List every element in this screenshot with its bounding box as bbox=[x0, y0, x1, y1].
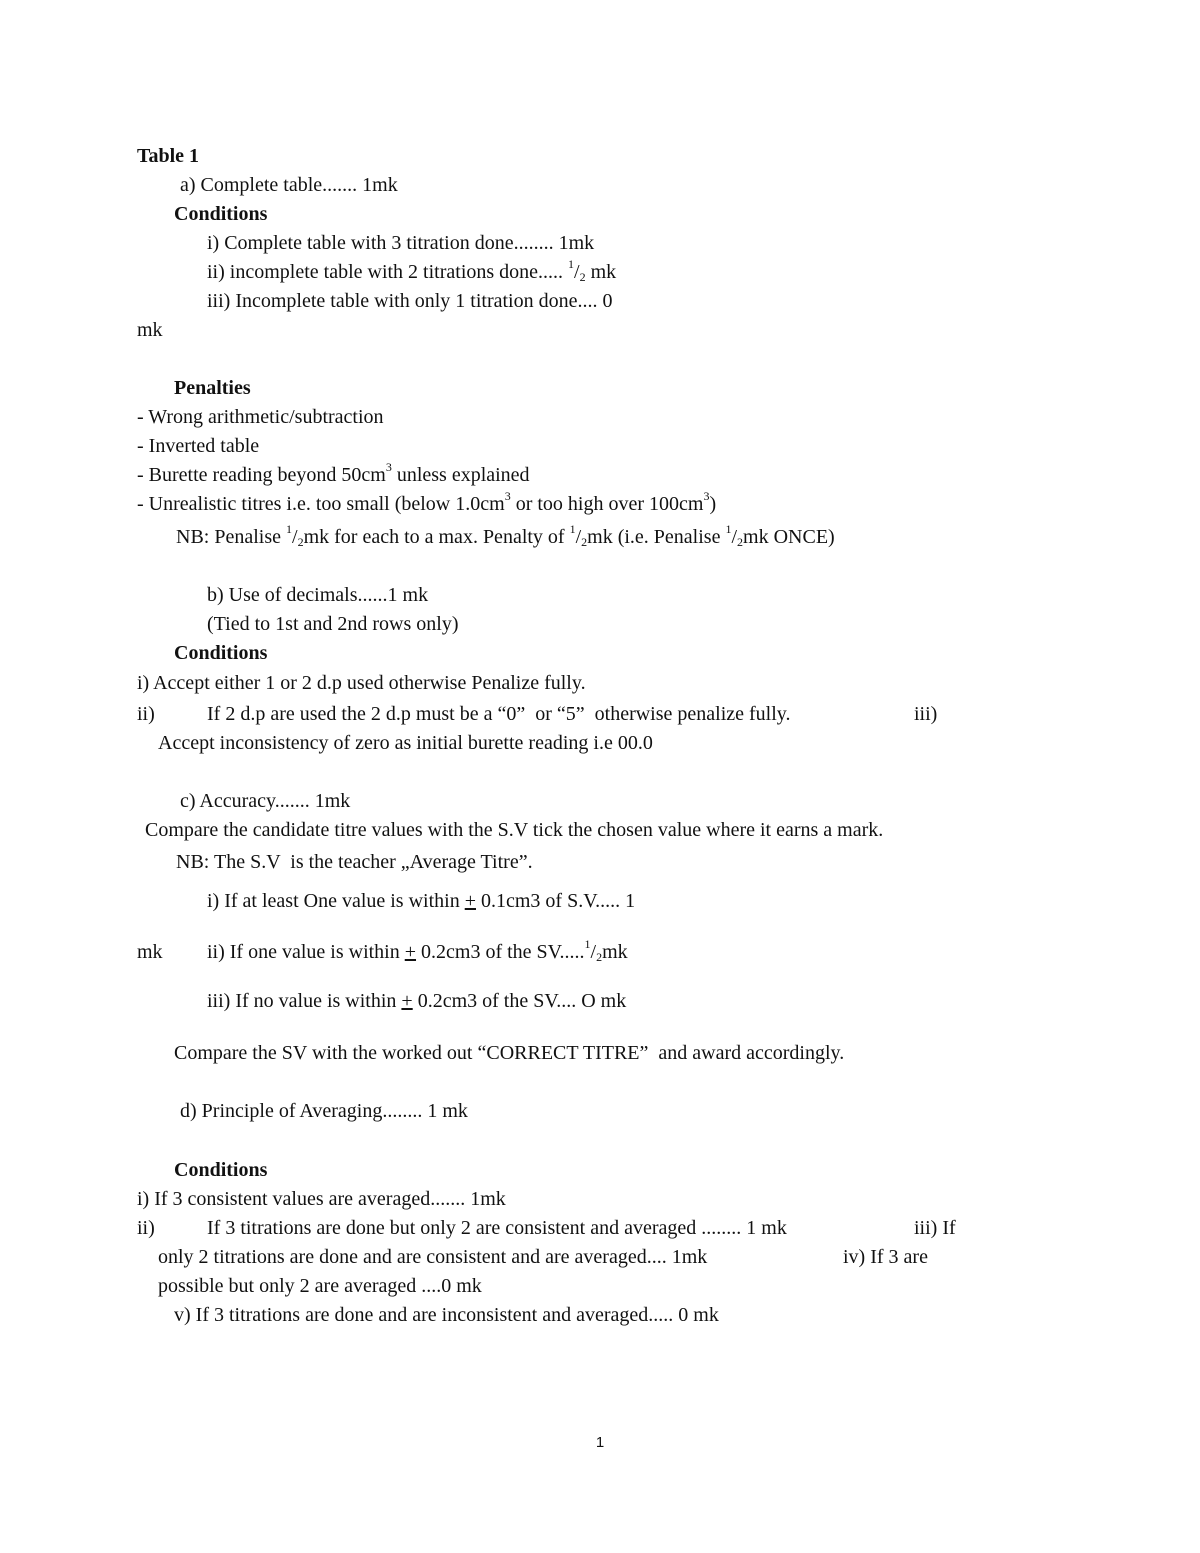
penalty-item: - Burette reading beyond $50cm^3$ unless explained bbox=[137, 460, 530, 486]
penalty-item: - Inverted table bbox=[137, 435, 260, 457]
condition-a-iii: iii) Incomplete table with only 1 titration done.... 0 bbox=[207, 290, 613, 312]
condition-d-ii: If 3 titrations are done but only 2 are consistent and averaged ........ 1 mk bbox=[207, 1217, 787, 1239]
section-c-compare: Compare the candidate titre values with the S.V tick the chosen value where it earns a mark. bbox=[145, 819, 884, 841]
condition-c-i: i) If at least One value is within + 0.1cm3 of S.V..... 1 bbox=[207, 890, 636, 912]
penalties-label: Penalties bbox=[174, 377, 251, 399]
condition-b-ii: If 2 d.p are used the 2 d.p must be a “0” or “5” otherwise penalize fully. bbox=[207, 703, 791, 725]
condition-a-iii-wrap: mk bbox=[137, 319, 163, 341]
condition-d-iv-start: iv) If 3 are bbox=[843, 1246, 928, 1268]
condition-d-iv: possible but only 2 are averaged ....0 mk bbox=[158, 1275, 482, 1297]
condition-a-ii: ii) incomplete table with 2 titrations done..... $^1/_2$ mk bbox=[207, 257, 617, 284]
plus-minus-symbol: + bbox=[401, 990, 413, 1012]
plus-minus-symbol: + bbox=[464, 890, 476, 912]
condition-c-iii: iii) If no value is within + 0.2cm3 of the SV.... O mk bbox=[207, 990, 627, 1012]
plus-minus-symbol: + bbox=[404, 941, 417, 963]
section-title: Table 1 bbox=[137, 145, 200, 167]
condition-d-ii-number: ii) bbox=[137, 1217, 155, 1239]
section-c-heading: c) Accuracy....... 1mk bbox=[180, 790, 351, 812]
conditions-label-b: Conditions bbox=[174, 642, 268, 664]
page-number: 1 bbox=[595, 1434, 605, 1451]
conditions-label-d: Conditions bbox=[174, 1159, 268, 1181]
condition-d-v: v) If 3 titrations are done and are inconsistent and averaged..... 0 mk bbox=[174, 1304, 719, 1326]
section-c-compare-sv: Compare the SV with the worked out “CORRECT TITRE” and award accordingly. bbox=[174, 1042, 845, 1064]
condition-d-iii: only 2 titrations are done and are consistent and are averaged.... 1mk bbox=[158, 1246, 708, 1268]
condition-c-ii: ii) If one value is within + 0.2cm3 of the $SV.....^1/_2mk$ bbox=[207, 937, 628, 964]
condition-d-i: i) If 3 consistent values are averaged....... 1mk bbox=[137, 1188, 506, 1210]
penalty-item: - Wrong arithmetic/subtraction bbox=[137, 406, 384, 428]
condition-b-ii-number: ii) bbox=[137, 703, 155, 725]
condition-c-i-wrap: mk bbox=[137, 941, 163, 963]
penalty-note: NB: Penalise $^1/_2mk$ for each to a max. Penalty of $^1/_2mk$ (i.e. Penalise $^1/_2mk$ ONCE) bbox=[176, 522, 835, 549]
conditions-label-a: Conditions bbox=[174, 203, 268, 225]
condition-b-i: i) Accept either 1 or 2 d.p used otherwise Penalize fully. bbox=[137, 672, 586, 694]
condition-a-i: i) Complete table with 3 titration done........ 1mk bbox=[207, 232, 595, 254]
condition-b-iii-number: iii) bbox=[914, 703, 938, 725]
condition-b-iii: Accept inconsistency of zero as initial burette reading i.e 00.0 bbox=[158, 732, 653, 754]
section-d-heading: d) Principle of Averaging........ 1 mk bbox=[180, 1100, 468, 1122]
section-c-note: NB: The S.V is the teacher „Average Titre”. bbox=[176, 851, 533, 873]
penalty-item: - Unrealistic titres i.e. too small (below $1.0cm^3$ or too high over $100cm^3$) bbox=[137, 489, 717, 515]
condition-d-iii-start: iii) If bbox=[914, 1217, 956, 1239]
section-a-heading: a) Complete table....... 1mk bbox=[180, 174, 398, 196]
section-b-heading: b) Use of decimals......1 mk bbox=[207, 584, 429, 606]
section-b-note: (Tied to 1st and 2nd rows only) bbox=[207, 613, 459, 635]
